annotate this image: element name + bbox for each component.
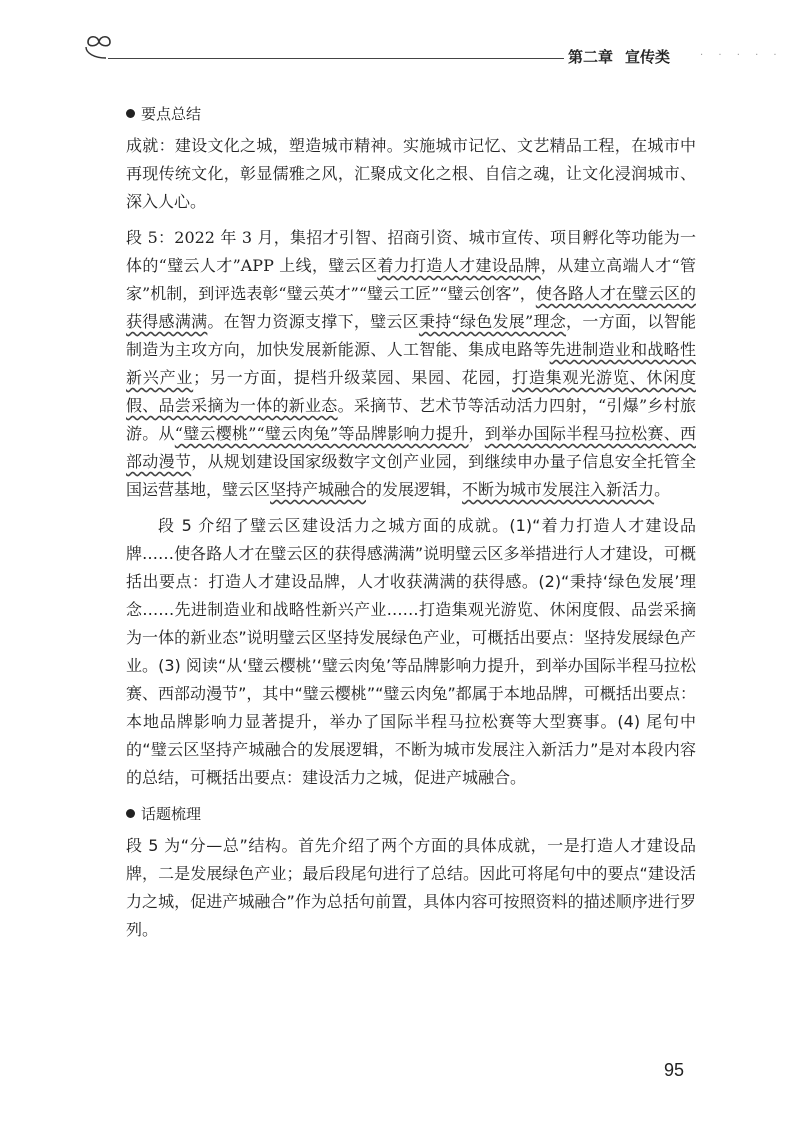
topic-text: 段 5 为“分—总”结构。首先介绍了两个方面的具体成就，一是打造人才建设品牌，二是发展绿色产业；最后段尾句进行了总结。因此可将尾句中的要点“建设活力之城，促进产城融合”作为总括句前置，具体内容可按照资料的描述顺序进行罗列。 [126,836,696,939]
chapter-title [568,46,670,67]
passage-text: 。 [654,480,671,499]
underlined-phrase: 坚持产城融合 [270,480,367,499]
passage-text: 。在智力资源支撑下，璧云区 [207,312,419,331]
passage-text: ；另一方面，提档升级菜园、果园、花园， [193,368,513,387]
summary-heading [126,100,696,128]
summary-heading-text: 要点总结 [141,105,202,123]
page-content [126,100,696,944]
decorative-knot-icon [84,33,116,59]
chapter-label: 第二章 [568,48,614,66]
underlined-phrase: 先进制造业和战略性新兴产业 [126,340,696,387]
passage-paragraph [126,224,696,504]
underlined-phrase: 打造集观光游览、休闲度假、品尝采摘为一体的新业态 [126,368,696,415]
bullet-icon [126,109,135,118]
passage-text: ，从规划建设国家级数字文创产业园，到继续申办量子信息安全托管全国运营基地，璧云区 [126,452,696,499]
summary-text: 成就：建设文化之城，塑造城市精神。实施城市记忆、文艺精品工程，在城市中再现传统文化，彰显儒雅之风，汇聚成文化之根、自信之魂，让文化浸润城市、深入人心。 [126,136,696,211]
passage-text: ，一方面，以智能制造为主攻方向，加快发展新能源、人工智能、集成电路等 [126,312,696,359]
underlined-phrase: 到举办国际半程马拉松赛、西部动漫节 [126,424,696,471]
header-rule [108,58,564,59]
passage-text: 段 5：2022 年 3 月，集招才引智、招商引资、城市宣传、项目孵化等功能为一体的“璧云人才”APP 上线，璧云区 [126,228,696,275]
underlined-phrase: 不断为城市发展注入新活力 [462,480,655,499]
topic-heading [126,800,696,828]
underlined-phrase: 着力打造人才建设品牌 [377,256,541,275]
topic-heading-text: 话题梳理 [141,805,202,823]
page-header [0,0,800,80]
analysis-paragraph: 段 5 介绍了璧云区建设活力之城方面的成就。(1)“着力打造人才建设品牌……使各路人才在璧云区的获得感满满”说明璧云区多举措进行人才建设，可概括出要点：打造人才建设品牌，人才收获满满的获得感。(2)“秉持‘绿色发展’理念……先进制造业和战略性新兴产业……打造集观光游览、休闲度假、品尝采摘为一体的新业态”说明璧云区坚持发展绿色产业，可概括出要点：坚持发展绿色产业。(3) 阅读“从‘璧云樱桃’‘璧云肉兔’等品牌影响力提升，到举办国际半程马拉松赛、西部动漫节”，其中“璧云樱桃”“璧云肉兔”都属于本地品牌，可概括出要点：本地品牌影响力显著提升，举办了国际半程马拉松赛等大型赛事。(4) 尾句中的“璧云区坚持产城融合的发展逻辑，不断为城市发展注入新活力”是对本段内容的总结，可概括出要点：建设活力之城，促进产城融合。 [126,516,696,787]
underlined-phrase: 秉持“绿色发展”理念 [418,312,567,331]
passage-text: 的发展逻辑， [366,480,463,499]
bullet-icon [126,809,135,818]
passage-text: ，从建立高端人才“管家”机制，到评选表彰“璧云英才”“璧云工匠”“璧云创客”， [126,256,696,303]
underlined-phrase: 使各路人才在璧云区的获得感满满 [126,284,696,331]
passage-text: ， [468,424,485,443]
page-number: 95 [664,1060,685,1080]
underlined-phrase: “璧云樱桃”“璧云肉兔”等品牌影响力提升 [174,424,469,443]
header-dots: · · · · · [700,50,783,61]
passage-text: 。采摘节、艺术节等活动活力四射，“引爆”乡村旅游。从 [126,396,696,443]
section-label: 宣传类 [625,48,671,66]
